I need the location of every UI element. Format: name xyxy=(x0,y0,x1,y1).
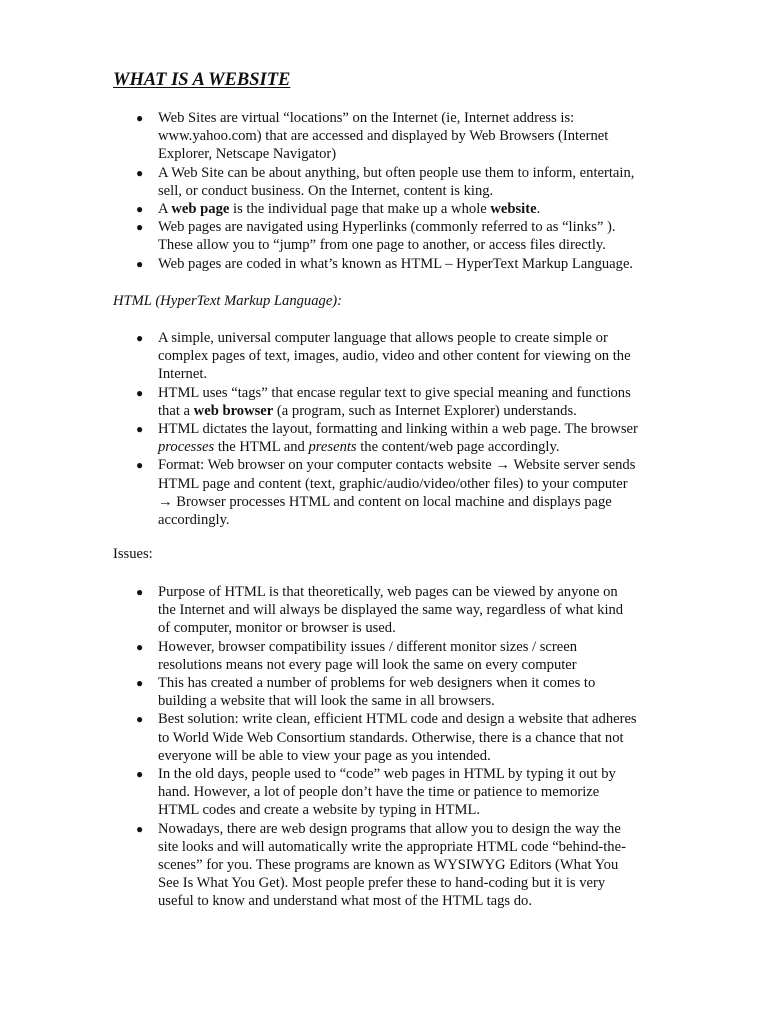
list-item xyxy=(136,164,658,200)
bullet-icon: ● xyxy=(136,111,144,125)
list-item xyxy=(136,820,658,911)
text-line: resolutions means not every page will look the same on every computer xyxy=(158,656,577,673)
text-line: scenes” for you. These programs are known as WYSIWYG Editors (What You xyxy=(158,857,619,874)
text-line: Web Sites are virtual “locations” on the Internet (ie, Internet address is: xyxy=(158,110,575,126)
text-line: www.yahoo.com) that are accessed and displayed by Web Browsers (Internet xyxy=(158,128,609,145)
text-line: Internet. xyxy=(158,366,208,383)
text-segment: . xyxy=(536,201,541,218)
text-segment: Website server sends xyxy=(509,457,636,474)
bold-term-website: website xyxy=(490,201,537,218)
list-item xyxy=(136,638,658,674)
text-line: useful to know and understand what most of the HTML tags do. xyxy=(158,893,532,910)
list-item xyxy=(136,384,658,420)
text-line: everyone will be able to view your page as you intended. xyxy=(158,747,491,764)
bullet-icon: ● xyxy=(136,676,144,691)
text-segment: (a program, such as Internet Explorer) understands. xyxy=(273,402,577,419)
text-line: hand. However, a lot of people don’t have the time or patience to memorize xyxy=(158,784,600,801)
text-line: Nowadays, there are web design programs that allow you to design the way the xyxy=(158,820,621,837)
text-segment: A xyxy=(158,201,172,218)
text-line: Best solution: write clean, efficient HTML code and design a website that adheres xyxy=(158,711,637,728)
text-line: HTML page and content (text, graphic/audio/video/other files) to your computer xyxy=(158,475,628,492)
italic-term-processes: processes xyxy=(158,439,215,456)
text-line xyxy=(158,402,658,420)
list-item xyxy=(136,583,658,638)
text-line: Purpose of HTML is that theoretically, web pages can be viewed by anyone on xyxy=(158,584,618,600)
text-line: See Is What You Get). Most people prefer these to hand-coding but it is very xyxy=(158,875,606,892)
website-bullet-list xyxy=(0,109,768,273)
text-segment: Browser processes HTML and content on local machine and displays page xyxy=(172,493,612,510)
section-heading-issues: Issues: xyxy=(113,546,153,562)
bold-term-web-browser: web browser xyxy=(193,402,274,419)
bullet-icon: ● xyxy=(136,767,144,782)
html-bullet-list xyxy=(0,329,768,529)
text-line: A simple, universal computer language that allows people to create simple or xyxy=(158,330,608,346)
bullet-icon: ● xyxy=(136,585,144,599)
text-segment: is the individual page that make up a whole xyxy=(229,201,491,218)
text-segment: the content/web page accordingly. xyxy=(356,439,560,456)
text-line: This has created a number of problems for web designers when it comes to xyxy=(158,675,596,692)
text-line: HTML codes and create a website by typing in HTML. xyxy=(158,802,481,819)
text-line: complex pages of text, images, audio, video and other content for viewing on the xyxy=(158,348,631,365)
bullet-icon: ● xyxy=(136,458,144,473)
bullet-icon: ● xyxy=(136,165,144,180)
bullet-icon: ● xyxy=(136,202,144,217)
text-line: Explorer, Netscape Navigator) xyxy=(158,146,337,163)
issues-bullet-list xyxy=(0,583,768,911)
bullet-icon: ● xyxy=(136,256,144,271)
right-arrow-icon: → xyxy=(495,457,510,474)
bullet-icon: ● xyxy=(136,422,144,437)
bullet-icon: ● xyxy=(136,220,144,235)
text-line: HTML uses “tags” that encase regular text to give special meaning and functions xyxy=(158,384,631,401)
text-line xyxy=(158,438,658,456)
list-item xyxy=(136,674,658,710)
list-item xyxy=(136,456,658,529)
list-item xyxy=(136,420,658,456)
text-line: of computer, monitor or browser is used. xyxy=(158,620,396,637)
text-line: Web pages are navigated using Hyperlinks (commonly referred to as “links” ). xyxy=(158,219,616,236)
list-item xyxy=(136,109,658,164)
text-line: Web pages are coded in what’s known as HTML – HyperText Markup Language. xyxy=(158,255,634,272)
list-item xyxy=(136,329,658,384)
text-line: sell, or conduct business. On the Internet, content is king. xyxy=(158,182,494,199)
list-item xyxy=(136,765,658,820)
bullet-icon: ● xyxy=(136,331,144,345)
bullet-icon: ● xyxy=(136,712,144,727)
text-line: building a website that will look the same in all browsers. xyxy=(158,693,495,710)
text-line xyxy=(158,493,658,511)
text-segment: Format: Web browser on your computer contacts website xyxy=(158,457,496,474)
text-line xyxy=(158,456,658,474)
text-segment: that a xyxy=(158,402,194,419)
list-item xyxy=(136,255,658,273)
section-heading-html: HTML (HyperText Markup Language): xyxy=(113,293,343,309)
text-line: These allow you to “jump” from one page to another, or access files directly. xyxy=(158,237,606,254)
list-item xyxy=(136,710,658,765)
text-line: A Web Site can be about anything, but often people use them to inform, entertain, xyxy=(158,164,635,181)
text-line: accordingly. xyxy=(158,512,230,529)
text-line: In the old days, people used to “code” web pages in HTML by typing it out by xyxy=(158,766,616,783)
text-line xyxy=(158,200,658,218)
page-title: WHAT IS A WEBSITE xyxy=(113,70,291,90)
text-line: the Internet and will always be displayed the same way, regardless of what kind xyxy=(158,602,624,619)
bullet-icon: ● xyxy=(136,385,144,400)
right-arrow-icon: → xyxy=(158,493,173,510)
bullet-icon: ● xyxy=(136,821,144,836)
bullet-icon: ● xyxy=(136,639,144,654)
text-line: HTML dictates the layout, formatting and linking within a web page. The browser xyxy=(158,421,638,438)
text-line: However, browser compatibility issues / different monitor sizes / screen xyxy=(158,638,578,655)
list-item xyxy=(136,218,658,254)
list-item xyxy=(136,200,658,218)
text-segment: the HTML and xyxy=(214,439,309,456)
text-line: site looks and will automatically write the appropriate HTML code “behind-the- xyxy=(158,838,626,855)
text-line: to World Wide Web Consortium standards. Otherwise, there is a chance that not xyxy=(158,729,624,746)
bold-term-web-page: web page xyxy=(171,201,230,218)
italic-term-presents: presents xyxy=(308,439,357,456)
